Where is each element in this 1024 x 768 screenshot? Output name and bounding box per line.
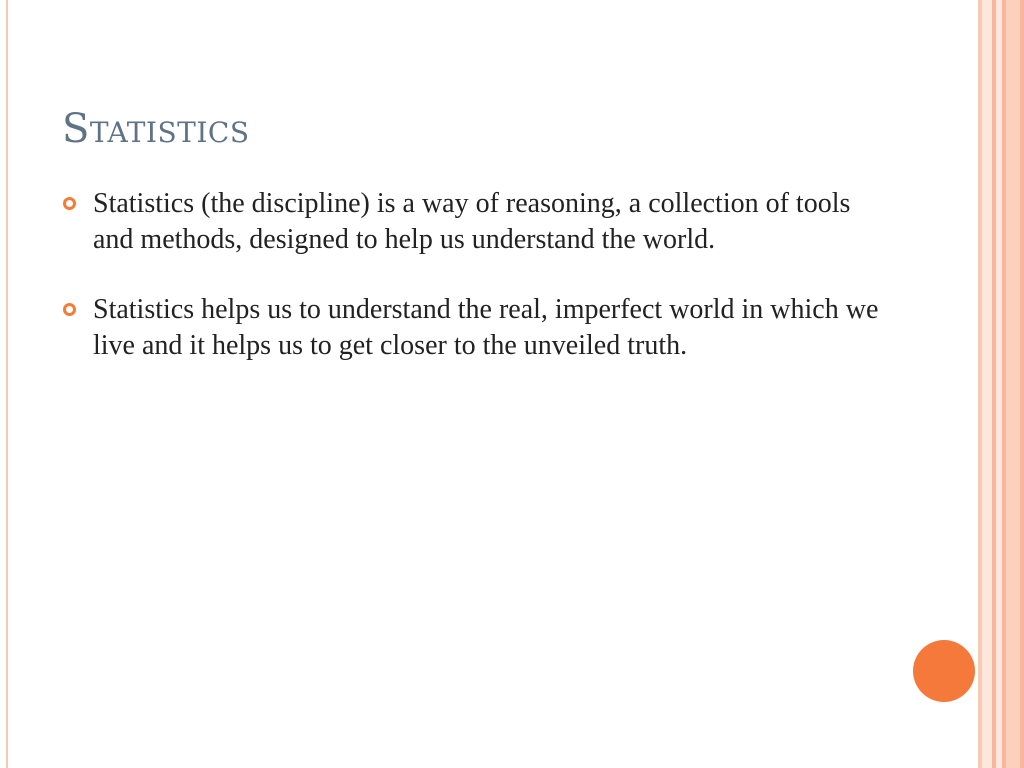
slide-title: Statistics xyxy=(62,106,250,152)
orange-circle-decoration xyxy=(913,640,975,702)
left-border-line xyxy=(6,0,8,768)
ring-bullet-icon xyxy=(63,197,76,210)
right-decorative-stripes xyxy=(978,0,1024,768)
bullet-item xyxy=(62,186,892,258)
bullet-list xyxy=(62,186,892,398)
bullet-item xyxy=(62,292,892,364)
ring-bullet-icon xyxy=(63,303,76,316)
bullet-text: Statistics helps us to understand the real, imperfect world in which we live and it helps us to get closer to the unveiled truth. xyxy=(93,294,879,361)
bullet-text: Statistics (the discipline) is a way of reasoning, a collection of tools and methods, designed to help us understand the world. xyxy=(93,188,851,255)
